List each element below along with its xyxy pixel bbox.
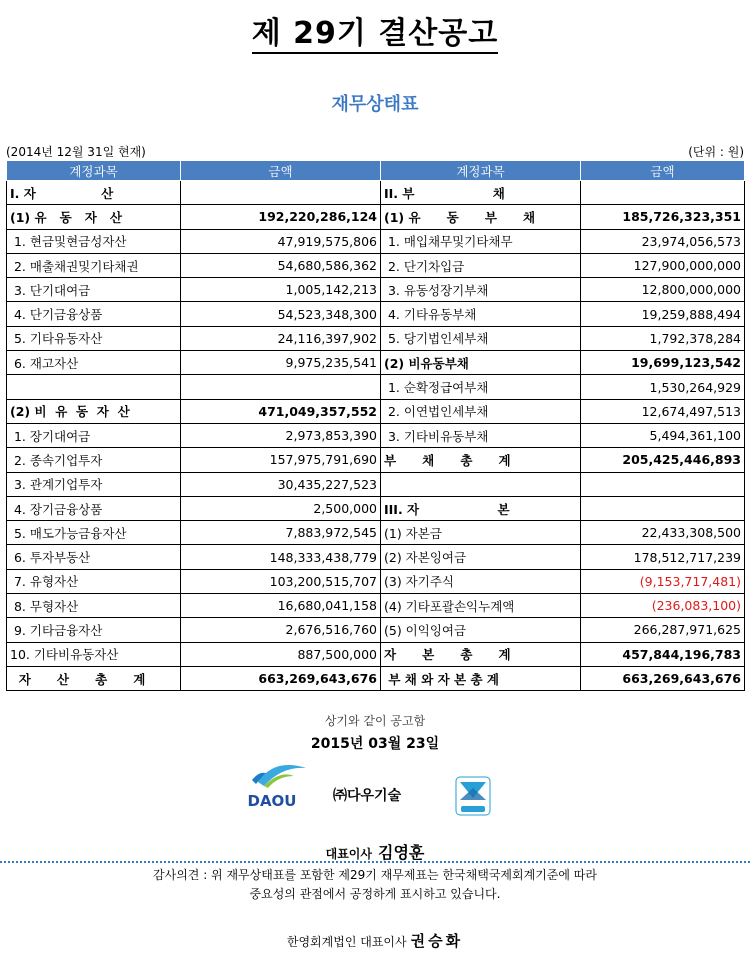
account-name-left: (2) 비 유 동 자 산: [7, 399, 181, 423]
table-row: [7, 278, 745, 302]
daou-logo-icon: [234, 762, 310, 808]
account-name-right: III. 자 본: [381, 496, 581, 520]
account-name-right: 3. 기타비유동부채: [381, 423, 581, 447]
amount-right: 178,512,717,239: [581, 545, 745, 569]
account-name-left: 3. 단기대여금: [7, 278, 181, 302]
account-name-left: 5. 매도가능금융자산: [7, 521, 181, 545]
amount-left: 157,975,791,690: [181, 448, 381, 472]
auditor-signature: [0, 930, 750, 951]
table-row: [7, 375, 745, 399]
amount-right: 663,269,643,676: [581, 666, 745, 690]
table-row: [7, 181, 745, 205]
amount-right: 266,287,971,625: [581, 618, 745, 642]
account-name-left: 6. 재고자산: [7, 351, 181, 375]
amount-right: 19,259,888,494: [581, 302, 745, 326]
account-name-left: 2. 매출채권및기타채권: [7, 253, 181, 277]
table-row: [7, 229, 745, 253]
amount-left: 103,200,515,707: [181, 569, 381, 593]
account-name-left: 2. 종속기업투자: [7, 448, 181, 472]
amount-right: 12,674,497,513: [581, 399, 745, 423]
amount-left: 54,523,348,300: [181, 302, 381, 326]
balance-sheet-table: [6, 160, 745, 691]
account-name-right: II. 부 채: [381, 181, 581, 205]
amount-left: 2,676,516,760: [181, 618, 381, 642]
amount-left: 30,435,227,523: [181, 472, 381, 496]
account-name-left: 10. 기타비유동자산: [7, 642, 181, 666]
amount-left: 9,975,235,541: [181, 351, 381, 375]
account-name-right: 1. 매입채무및기타채무: [381, 229, 581, 253]
dotted-divider: [0, 861, 750, 863]
amount-right: 23,974,056,573: [581, 229, 745, 253]
amount-right: [581, 181, 745, 205]
amount-right: 1,792,378,284: [581, 326, 745, 350]
page-title: 제 29기 결산공고: [0, 8, 750, 52]
amount-left: 471,049,357,552: [181, 399, 381, 423]
account-name-left: 4. 장기금융상품: [7, 496, 181, 520]
account-name-left: 9. 기타금융자산: [7, 618, 181, 642]
announcement-date: 2015년 03월 23일: [310, 736, 440, 752]
account-name-left: 7. 유형자산: [7, 569, 181, 593]
amount-left: 54,680,586,362: [181, 253, 381, 277]
unit-label: (단위 : 원): [688, 145, 744, 159]
table-body: [7, 181, 745, 691]
auditor-org: 한영회계법인 대표이사: [286, 935, 407, 949]
amount-left: 663,269,643,676: [181, 666, 381, 690]
account-name-left: [7, 375, 181, 399]
amount-right: 185,726,323,351: [581, 205, 745, 229]
amount-left: [181, 181, 381, 205]
amount-right: 205,425,446,893: [581, 448, 745, 472]
account-name-right: 4. 기타유동부채: [381, 302, 581, 326]
statement-date: (2014년 12월 31일 현재): [6, 145, 146, 159]
table-row: [7, 642, 745, 666]
table-row: [7, 569, 745, 593]
account-name-right: (3) 자기주식: [381, 569, 581, 593]
ceo-role: 대표이사: [325, 847, 372, 861]
account-name-left: 5. 기타유동자산: [7, 326, 181, 350]
auditor-name: 권승화: [410, 932, 464, 950]
account-name-left: (1) 유 동 자 산: [7, 205, 181, 229]
account-name-left: 4. 단기금융상품: [7, 302, 181, 326]
account-name-right: (4) 기타포괄손익누계액: [381, 594, 581, 618]
account-name-left: 자 산 총 계: [7, 666, 181, 690]
account-name-right: 3. 유동성장기부채: [381, 278, 581, 302]
table-row: [7, 399, 745, 423]
header-account-left: 계정과목: [7, 161, 181, 181]
amount-left: 1,005,142,213: [181, 278, 381, 302]
company-seal: [455, 776, 491, 816]
account-name-left: 8. 무형자산: [7, 594, 181, 618]
table-row: [7, 302, 745, 326]
account-name-left: I. 자 산: [7, 181, 181, 205]
account-name-right: [381, 472, 581, 496]
amount-right: 127,900,000,000: [581, 253, 745, 277]
account-name-right: (2) 비유동부채: [381, 351, 581, 375]
amount-left: [181, 375, 381, 399]
header-account-right: 계정과목: [381, 161, 581, 181]
account-name-left: 1. 장기대여금: [7, 423, 181, 447]
amount-right: 457,844,196,783: [581, 642, 745, 666]
table-row: [7, 448, 745, 472]
amount-left: 192,220,286,124: [181, 205, 381, 229]
table-row: [7, 205, 745, 229]
amount-right: [581, 496, 745, 520]
amount-left: 7,883,972,545: [181, 521, 381, 545]
table-row: [7, 472, 745, 496]
amount-left: 148,333,438,779: [181, 545, 381, 569]
amount-right: 22,433,308,500: [581, 521, 745, 545]
account-name-right: 1. 순확정급여부채: [381, 375, 581, 399]
account-name-right: 부 채 와 자 본 총 계: [381, 666, 581, 690]
amount-right: 5,494,361,100: [581, 423, 745, 447]
table-row: [7, 496, 745, 520]
table-row: [7, 351, 745, 375]
account-name-right: 2. 단기차입금: [381, 253, 581, 277]
amount-left: 887,500,000: [181, 642, 381, 666]
table-row: [7, 423, 745, 447]
ceo-name: 김영훈: [378, 843, 425, 862]
ceo-signature: [0, 840, 750, 863]
amount-right: 12,800,000,000: [581, 278, 745, 302]
amount-right: [581, 472, 745, 496]
table-header-row: [7, 161, 745, 181]
header-amount-right: 금액: [581, 161, 745, 181]
table-row: [7, 253, 745, 277]
amount-right: (236,083,100): [581, 594, 745, 618]
seal-icon: [455, 776, 491, 816]
amount-left: 24,116,397,902: [181, 326, 381, 350]
announcement-text: 상기와 같이 공고함: [324, 714, 426, 728]
amount-left: 2,973,853,390: [181, 423, 381, 447]
amount-right: (9,153,717,481): [581, 569, 745, 593]
amount-left: 47,919,575,806: [181, 229, 381, 253]
company-name: ㈜다우기술: [333, 788, 402, 804]
table-row: [7, 666, 745, 690]
amount-left: 16,680,041,158: [181, 594, 381, 618]
account-name-right: (2) 자본잉여금: [381, 545, 581, 569]
account-name-right: 5. 당기법인세부채: [381, 326, 581, 350]
table-row: [7, 545, 745, 569]
account-name-left: 1. 현금및현금성자산: [7, 229, 181, 253]
table-row: [7, 594, 745, 618]
statement-meta: [6, 143, 744, 161]
header-amount-left: 금액: [181, 161, 381, 181]
table-row: [7, 326, 745, 350]
amount-right: 19,699,123,542: [581, 351, 745, 375]
account-name-right: 2. 이연법인세부채: [381, 399, 581, 423]
audit-opinion: [0, 866, 750, 904]
account-name-left: 3. 관계기업투자: [7, 472, 181, 496]
daou-logo: [234, 762, 310, 808]
amount-right: 1,530,264,929: [581, 375, 745, 399]
audit-line-1: 감사의견 : 위 재무상태표를 포함한 제29기 재무제표는 한국채택국제회계기준에 따라: [153, 868, 597, 882]
account-name-left: 6. 투자부동산: [7, 545, 181, 569]
account-name-right: (1) 자본금: [381, 521, 581, 545]
audit-line-2: 중요성의 관점에서 공정하게 표시하고 있습니다.: [249, 887, 501, 901]
account-name-right: (1) 유 동 부 채: [381, 205, 581, 229]
account-name-right: 부 채 총 계: [381, 448, 581, 472]
table-row: [7, 618, 745, 642]
account-name-right: 자 본 총 계: [381, 642, 581, 666]
table-row: [7, 521, 745, 545]
statement-title: 재무상태표: [331, 94, 419, 115]
svg-text:DAOU: DAOU: [247, 792, 297, 808]
account-name-right: (5) 이익잉여금: [381, 618, 581, 642]
amount-left: 2,500,000: [181, 496, 381, 520]
